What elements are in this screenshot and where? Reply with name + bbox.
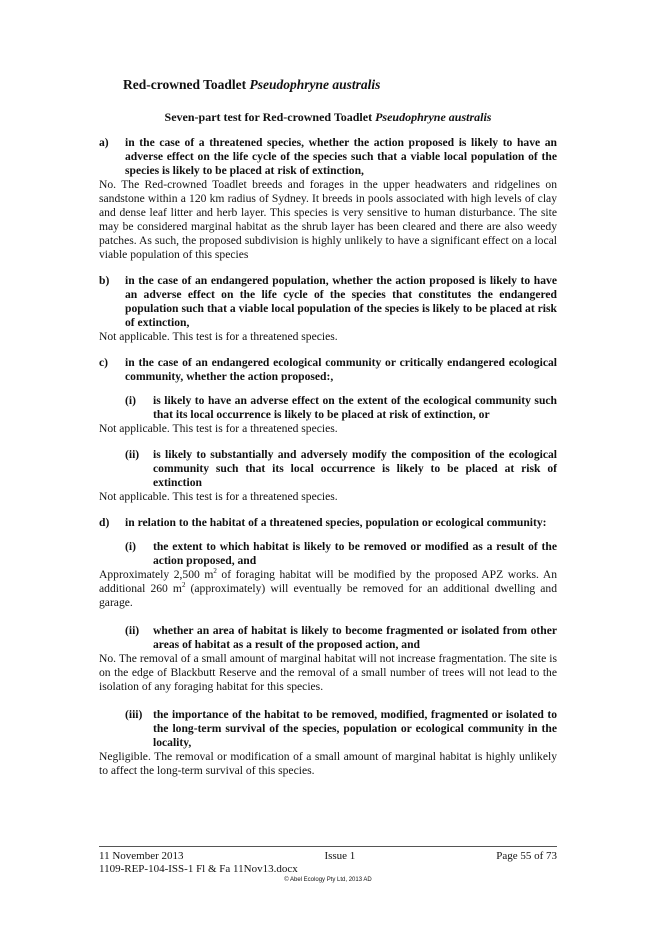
answer-d-i-part-2: of foraging habitat will be modified by the proposed APZ works. An additional 260 m	[99, 568, 558, 595]
question-c-i	[125, 394, 557, 422]
question-c-i-label: (i)	[125, 394, 136, 407]
footer-issue: Issue 1	[324, 850, 356, 862]
question-c-ii-text: is likely to substantially and adversely modify the composition of the ecological community such that its local occurrence is likely to be placed at risk of extinction	[153, 448, 557, 489]
answer-d-i	[99, 568, 557, 610]
page-footer	[99, 850, 557, 876]
question-d-text: in relation to the habitat of a threatened species, population or ecological community:	[125, 516, 547, 529]
question-d-ii	[125, 624, 557, 652]
footer-copyright: © Abel Ecology Pty Ltd, 2013 AD	[284, 877, 372, 883]
question-c-ii-label: (ii)	[125, 448, 140, 461]
question-c-i-text: is likely to have an adverse effect on the extent of the ecological community such that its local occurrence is likely to be placed at risk of extinction, or	[153, 394, 557, 421]
question-a-text: in the case of a threatened species, whether the action proposed is likely to have an adverse effect on the life cycle of the species such that a viable local population of the species is likely to be placed at risk of extinction,	[125, 136, 557, 177]
footer-row	[99, 850, 557, 863]
question-b-text: in the case of an endangered population, whether the action proposed is likely to have an adverse effect on the life cycle of the species that constitutes the endangered population such that a viable local population of the species is likely to be placed at risk of extinction,	[125, 274, 557, 329]
question-d-label: d)	[99, 516, 110, 529]
answer-b: Not applicable. This test is for a threatened species.	[99, 330, 338, 343]
page-title	[123, 77, 380, 93]
question-c-label: c)	[99, 356, 109, 369]
question-d-iii	[125, 708, 557, 750]
question-d-i-label: (i)	[125, 540, 136, 553]
answer-d-ii: No. The removal of a small amount of marginal habitat will not increase fragmentation. The site is on the edge of Blackbutt Reserve and the removal of a small number of trees will not lead to the isolation of any foraging habitat for this species.	[99, 652, 557, 693]
footer-divider	[99, 846, 557, 847]
question-d-iii-label: (iii)	[125, 708, 143, 721]
question-a	[99, 136, 557, 178]
footer-page-number: Page 55 of 73	[496, 850, 557, 862]
question-c	[99, 356, 557, 384]
answer-d-i-superscript-2: 2	[181, 581, 186, 590]
answer-d-i-superscript-1: 2	[213, 567, 217, 576]
answer-c-i: Not applicable. This test is for a threatened species.	[99, 422, 338, 435]
subtitle-species: Pseudophryne australis	[375, 110, 492, 124]
answer-d-i-part-3: (approximately) will eventually be removed for an additional dwelling and garage.	[99, 582, 557, 609]
answer-c-ii: Not applicable. This test is for a threatened species.	[99, 490, 338, 503]
question-d-iii-text: the importance of the habitat to be removed, modified, fragmented or isolated to the long-term survival of the species, population or ecological community in the locality,	[153, 708, 557, 749]
footer-date: 11 November 2013	[99, 850, 184, 862]
footer-doc-ref: 1109-REP-104-ISS-1 Fl & Fa 11Nov13.docx	[99, 863, 298, 875]
title-species: Pseudophryne australis	[249, 77, 381, 92]
question-c-text: in the case of an endangered ecological community or critically endangered ecological community, whether the action proposed:,	[125, 356, 557, 383]
answer-d-i-part-1: Approximately 2,500 m	[99, 568, 214, 581]
section-subtitle	[0, 110, 656, 125]
subtitle-main: Seven-part test for Red-crowned Toadlet	[164, 110, 376, 124]
answer-a: No. The Red-crowned Toadlet breeds and forages in the upper headwaters and ridgelines on sandstone within a 120 km radius of Sydney. It breeds in pools associated with high levels of clay and dense leaf litter and herb layer. This species is very sensitive to human disturbance. The site may be considered marginal habitat as the shrub layer has been cleared and there are also weedy patches. As such, the proposed subdivision is highly unlikely to have a significant effect on a local viable population of this species	[99, 178, 557, 261]
question-d-i-text: the extent to which habitat is likely to be removed or modified as a result of the action proposed, and	[153, 540, 557, 567]
question-d-ii-text: whether an area of habitat is likely to become fragmented or isolated from other areas of habitat as a result of the proposed action, and	[153, 624, 557, 651]
question-b	[99, 274, 557, 330]
title-main: Red-crowned Toadlet	[123, 77, 250, 92]
question-c-ii	[125, 448, 557, 490]
content-body	[99, 136, 557, 778]
question-a-label: a)	[99, 136, 109, 149]
answer-d-iii: Negligible. The removal or modification of a small amount of marginal habitat is highly unlikely to affect the long-term survival of this species.	[99, 750, 557, 777]
question-d-ii-label: (ii)	[125, 624, 140, 637]
question-b-label: b)	[99, 274, 110, 287]
question-d	[99, 516, 557, 530]
question-d-i	[125, 540, 557, 568]
